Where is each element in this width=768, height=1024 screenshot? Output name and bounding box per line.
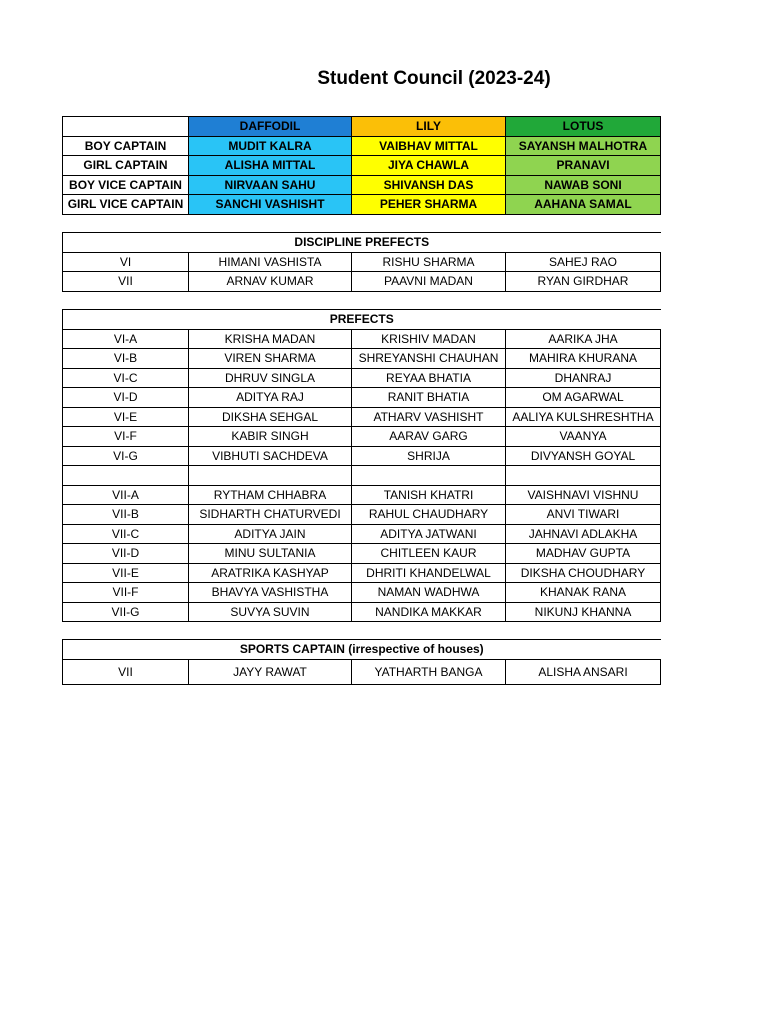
table-row — [63, 446, 661, 466]
table-row — [63, 368, 661, 388]
name-cell: ALISHA ANSARI — [506, 659, 661, 684]
name-cell: OM AGARWAL — [506, 388, 661, 408]
table-row — [63, 388, 661, 408]
name-cell: ARNAV KUMAR — [189, 272, 352, 292]
name-cell: ATHARV VASHISHT — [352, 407, 506, 427]
table-row — [63, 329, 661, 349]
lotus-cell: PRANAVI — [506, 156, 661, 176]
class-label: VII-F — [63, 583, 189, 603]
table-row — [63, 272, 661, 292]
section-heading-row — [63, 310, 661, 330]
name-cell: VIBHUTI SACHDEVA — [189, 446, 352, 466]
class-label: VII-B — [63, 505, 189, 525]
daffodil-cell: ALISHA MITTAL — [189, 156, 352, 176]
name-cell: VAISHNAVI VISHNU — [506, 485, 661, 505]
name-cell: HIMANI VASHISTA — [189, 252, 352, 272]
name-cell: ADITYA RAJ — [189, 388, 352, 408]
name-cell: AARIKA JHA — [506, 329, 661, 349]
table-row — [63, 659, 661, 684]
name-cell: NANDIKA MAKKAR — [352, 602, 506, 622]
name-cell: AARAV GARG — [352, 427, 506, 447]
table-row — [63, 602, 661, 622]
table-row — [63, 505, 661, 525]
name-cell: MAHIRA KHURANA — [506, 349, 661, 369]
table-row — [63, 252, 661, 272]
daffodil-cell: NIRVAAN SAHU — [189, 175, 352, 195]
house-header-lotus: LOTUS — [506, 117, 661, 137]
name-cell: KRISHIV MADAN — [352, 329, 506, 349]
lily-cell: JIYA CHAWLA — [352, 156, 506, 176]
table-row — [63, 195, 661, 215]
table-row — [63, 544, 661, 564]
name-cell: RYAN GIRDHAR — [506, 272, 661, 292]
class-label: VII-G — [63, 602, 189, 622]
name-cell: SHREYANSHI CHAUHAN — [352, 349, 506, 369]
name-cell: KABIR SINGH — [189, 427, 352, 447]
class-label — [63, 466, 189, 486]
name-cell: RYTHAM CHHABRA — [189, 485, 352, 505]
class-label: VII-A — [63, 485, 189, 505]
role-label: GIRL VICE CAPTAIN — [63, 195, 189, 215]
name-cell: DHRITI KHANDELWAL — [352, 563, 506, 583]
name-cell: ADITYA JATWANI — [352, 524, 506, 544]
name-cell — [352, 466, 506, 486]
class-label: VII-E — [63, 563, 189, 583]
name-cell: KRISHA MADAN — [189, 329, 352, 349]
houses-table — [62, 116, 661, 215]
name-cell — [189, 466, 352, 486]
table-row — [63, 466, 661, 486]
class-label: VI-A — [63, 329, 189, 349]
discipline-prefects-table — [62, 232, 661, 292]
section-heading-row — [63, 233, 661, 253]
table-row — [63, 485, 661, 505]
lily-cell: SHIVANSH DAS — [352, 175, 506, 195]
name-cell: TANISH KHATRI — [352, 485, 506, 505]
table-row — [63, 427, 661, 447]
house-header-lily: LILY — [352, 117, 506, 137]
class-label: VI-G — [63, 446, 189, 466]
name-cell: JAYY RAWAT — [189, 659, 352, 684]
name-cell: DIVYANSH GOYAL — [506, 446, 661, 466]
lotus-cell: SAYANSH MALHOTRA — [506, 136, 661, 156]
house-header-daffodil: DAFFODIL — [189, 117, 352, 137]
name-cell: RISHU SHARMA — [352, 252, 506, 272]
name-cell: DHANRAJ — [506, 368, 661, 388]
table-row — [63, 349, 661, 369]
name-cell: AALIYA KULSHRESHTHA — [506, 407, 661, 427]
role-label: BOY CAPTAIN — [63, 136, 189, 156]
class-label: VI-B — [63, 349, 189, 369]
class-label: VI — [63, 252, 189, 272]
table-row — [63, 156, 661, 176]
name-cell: REYAA BHATIA — [352, 368, 506, 388]
prefects-table — [62, 309, 661, 622]
name-cell: RAHUL CHAUDHARY — [352, 505, 506, 525]
table-row — [63, 407, 661, 427]
name-cell: BHAVYA VASHISTHA — [189, 583, 352, 603]
class-label: VI-E — [63, 407, 189, 427]
prefects-heading: PREFECTS — [63, 310, 661, 330]
class-label: VII — [63, 272, 189, 292]
sports-captain-table — [62, 639, 661, 685]
name-cell: SUVYA SUVIN — [189, 602, 352, 622]
lily-cell: VAIBHAV MITTAL — [352, 136, 506, 156]
name-cell: SAHEJ RAO — [506, 252, 661, 272]
name-cell: MINU SULTANIA — [189, 544, 352, 564]
discipline-heading: DISCIPLINE PREFECTS — [63, 233, 661, 253]
name-cell — [506, 466, 661, 486]
class-label: VII — [63, 659, 189, 684]
table-row — [63, 175, 661, 195]
name-cell: DHRUV SINGLA — [189, 368, 352, 388]
name-cell: DIKSHA SEHGAL — [189, 407, 352, 427]
name-cell: CHITLEEN KAUR — [352, 544, 506, 564]
name-cell: YATHARTH BANGA — [352, 659, 506, 684]
class-label: VII-C — [63, 524, 189, 544]
name-cell: MADHAV GUPTA — [506, 544, 661, 564]
name-cell: PAAVNI MADAN — [352, 272, 506, 292]
name-cell: ARATRIKA KASHYAP — [189, 563, 352, 583]
name-cell: SHRIJA — [352, 446, 506, 466]
lotus-cell: NAWAB SONI — [506, 175, 661, 195]
table-row — [63, 583, 661, 603]
daffodil-cell: MUDIT KALRA — [189, 136, 352, 156]
name-cell: RANIT BHATIA — [352, 388, 506, 408]
name-cell: JAHNAVI ADLAKHA — [506, 524, 661, 544]
table-row — [63, 563, 661, 583]
table-row — [63, 136, 661, 156]
name-cell: DIKSHA CHOUDHARY — [506, 563, 661, 583]
sports-heading: SPORTS CAPTAIN (irrespective of houses) — [63, 640, 661, 660]
role-label: BOY VICE CAPTAIN — [63, 175, 189, 195]
class-label: VII-D — [63, 544, 189, 564]
role-label: GIRL CAPTAIN — [63, 156, 189, 176]
name-cell: ANVI TIWARI — [506, 505, 661, 525]
section-heading-row — [63, 640, 661, 660]
daffodil-cell: SANCHI VASHISHT — [189, 195, 352, 215]
class-label: VI-C — [63, 368, 189, 388]
class-label: VI-F — [63, 427, 189, 447]
name-cell: SIDHARTH CHATURVEDI — [189, 505, 352, 525]
class-label: VI-D — [63, 388, 189, 408]
empty-cell — [63, 117, 189, 137]
name-cell: NIKUNJ KHANNA — [506, 602, 661, 622]
houses-header-row — [63, 117, 661, 137]
name-cell: NAMAN WADHWA — [352, 583, 506, 603]
name-cell: VAANYA — [506, 427, 661, 447]
table-row — [63, 524, 661, 544]
lotus-cell: AAHANA SAMAL — [506, 195, 661, 215]
page-title: Student Council (2023-24) — [317, 68, 551, 89]
lily-cell: PEHER SHARMA — [352, 195, 506, 215]
name-cell: VIREN SHARMA — [189, 349, 352, 369]
name-cell: ADITYA JAIN — [189, 524, 352, 544]
name-cell: KHANAK RANA — [506, 583, 661, 603]
